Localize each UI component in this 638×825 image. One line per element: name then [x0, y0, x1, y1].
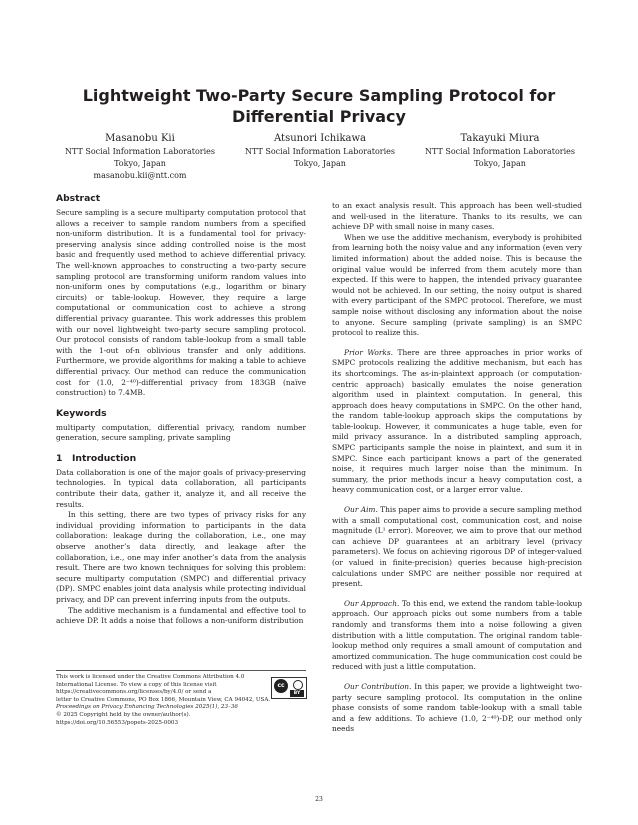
doi-link[interactable]: https://doi.org/10.56553/popets-2025-0003: [56, 719, 179, 726]
runin-heading: Prior Works.: [344, 347, 394, 357]
body-paragraph: When we use the additive mechanism, everybody is prohibited from learning both the noisy value and any information (even very limited information) about the added noise. This is because the original value would be inferred from them acutely more than expected. If this were to happen, the intended privacy guarantee would not be achieved. In our setting, the noisy output is shared with every participant of the SMPC protocol. Therefore, we must sample noise without disclosing any information about the noise to anyone. Secure sampling (private sampling) is an SMPC protocol to realize this.: [332, 232, 582, 338]
page-number: 23: [315, 796, 323, 803]
left-column: [56, 193, 306, 627]
author-affiliation: NTT Social Information Laboratories: [245, 147, 395, 156]
journal-citation: Proceedings on Privacy Enhancing Technologies 2025(1), 23–36: [56, 704, 238, 711]
runin-heading: Our Contribution.: [344, 681, 412, 691]
section-number: 1: [56, 452, 63, 464]
prior-works-paragraph: Prior Works. There are three approaches in prior works of SMPC protocols realizing the additive mechanism, but each has its shortcomings. The as-in-plaintext approach (or computation-centric approach) basically emulates the noise generation algorithm used in plaintext computation. In general, this approach does heavy computations in SMPC. On the other hand, the random table-lookup approach skips the computations by table-lookup. However, it communicates a huge table, even for mild privacy assurance. In a distributed sampling approach, SMPC participants sample the noise in plaintext, and sum it in SMPC. Since each participant knows a part of the generated noise, it requires much larger noise than the minimum. In summary, the prior methods incur a heavy computation cost, a heavy communication cost, or a larger error value.: [332, 347, 582, 495]
author-location: Tokyo, Japan: [114, 159, 166, 168]
author-3: [410, 132, 590, 182]
person-icon: [293, 680, 303, 690]
our-aim-paragraph: Our Aim. This paper aims to provide a secure sampling method with a small computational cost, communication cost, and noise magnitude (L¹ error). Moreover, we aim to prove that our method can achieve DP guarantees at an arbitrary level (privacy parameters). We focus on achieving rigorous DP of integer-valued (or valued in finite-precision) queries because high-precision calculations under SMPC are neither possible nor required at present.: [332, 505, 582, 589]
author-affiliation: NTT Social Information Laboratories: [425, 147, 575, 156]
keywords-heading: Keywords: [56, 407, 107, 419]
author-1: [50, 132, 230, 182]
our-approach-paragraph: Our Approach. To this end, we extend the random table-lookup approach. Our approach picks out some numbers from a table randomly and transforms them into a noise following a given distribution with a little computation. The original random table-lookup method only requires a small amount of computation and amortized communication. The huge communication cost could be reduced with just a little computation.: [332, 598, 583, 672]
by-label: BY: [290, 690, 304, 697]
license-text: This work is licensed under the Creative Commons Attribution 4.0 International License. To view a copy of this license visit https://creativecommons.org/licenses/by/4.0/ or send a: [56, 674, 245, 696]
section-title: Introduction: [72, 452, 137, 464]
author-2: [230, 132, 410, 182]
body-paragraph: to an exact analysis result. This approach has been well-studied and well-used in the literature. Thanks to its results, we can achieve DP with small noise in many cases.: [332, 201, 582, 232]
abstract-text: Secure sampling is a secure multiparty computation protocol that allows a receiver to sample random numbers from a specified non-uniform distribution. It is a fundamental tool for privacy-preserving analysis since adding controlled noise is the most basic and frequently used method to achieve differential privacy. The well-known approaches to constructing a two-party secure sampling protocol are transforming uniform random values into non-uniform ones by computations (e.g., logarithm or binary circuits) or table-lookup. However, they require a large computational or communication cost to achieve a strong differential privacy guarantee. This work addresses this problem with our novel lightweight two-party secure sampling protocol. Our protocol consists of random table-lookup from a small table with the 1-out of-n oblivious transfer and only additions. Furthermore, we provide algorithms for making a table to achieve differential privacy. Our method can reduce the communication cost for (1.0, 2⁻⁴⁰)-differential privacy from 183GB (naïve construction) to 7.4MB.: [56, 208, 306, 398]
cc-by-badge-icon: [271, 677, 307, 699]
abstract-heading: Abstract: [56, 193, 101, 204]
license-address: letter to Creative Commons, PO Box 1866, Mountain View, CA 94042, USA.: [56, 696, 271, 703]
copyright-line: © 2025 Copyright held by the owner/author(s).: [56, 711, 191, 718]
intro-heading: [56, 453, 306, 465]
author-email: masanobu.kii@ntt.com: [93, 171, 187, 180]
author-name: Atsunori Ichikawa: [274, 133, 366, 144]
keywords-text: multiparty computation, differential privacy, random number generation, secure sampling, private sampling: [56, 422, 306, 443]
intro-paragraph: The additive mechanism is a fundamental and effective tool to achieve DP. It adds a noise that follows a non-uniform distribution: [56, 605, 306, 626]
author-affiliation: NTT Social Information Laboratories: [65, 147, 215, 156]
author-location: Tokyo, Japan: [474, 159, 526, 168]
author-block: [50, 132, 590, 182]
intro-paragraph: In this setting, there are two types of privacy risks for any individual providing information to participants in the data collaboration: leakage during the collaboration, i.e., one may observe another’s data directly, and leakage after the collaboration, i.e., one may infer another’s data from the analysis result. There are two known techniques for solving this problem: secure multiparty computation (SMPC) and differential privacy (DP). SMPC enables joint data analysis while protecting individual privacy, and DP can prevent inferring inputs from the outputs.: [56, 510, 306, 604]
author-name: Takayuki Miura: [460, 133, 540, 144]
runin-heading: Our Aim.: [344, 505, 378, 515]
right-column: [332, 201, 582, 735]
paper-title: Lightweight Two-Party Secure Sampling Protocol for Differential Privacy: [82, 86, 556, 126]
author-name: Masanobu Kii: [105, 133, 175, 144]
runin-heading: Our Approach.: [344, 598, 400, 608]
license-footnote: [56, 670, 306, 727]
author-location: Tokyo, Japan: [294, 159, 346, 168]
cc-logo-icon: cc: [274, 679, 288, 693]
our-contribution-paragraph: Our Contribution. In this paper, we provide a lightweight two-party secure sampling protocol. Its computation in the online phase consists of some random table-lookup with a small table and a few additions. To achieve (1.0, 2⁻⁴⁰)-DP, our method only needs: [332, 681, 582, 734]
intro-paragraph: Data collaboration is one of the major goals of privacy-preserving technologies. In typical data collaboration, all participants contribute their data, gather it, analyze it, and all receive the results.: [56, 467, 306, 509]
